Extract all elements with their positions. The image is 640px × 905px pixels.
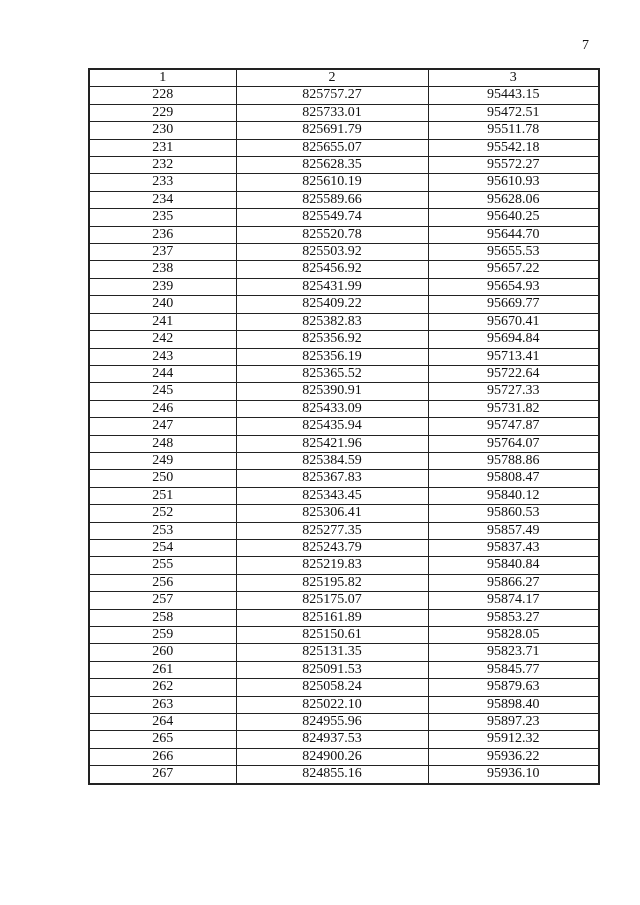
- x-coordinate-cell: 825733.01: [236, 104, 428, 121]
- x-coordinate-cell: 825131.35: [236, 644, 428, 661]
- point-number-cell: 248: [89, 435, 236, 452]
- table-row: [89, 522, 599, 539]
- table-row: [89, 452, 599, 469]
- y-coordinate-cell: 95610.93: [428, 174, 599, 191]
- column-header-3: 3: [428, 69, 599, 87]
- x-coordinate-cell: 825091.53: [236, 661, 428, 678]
- x-coordinate-cell: 825356.92: [236, 331, 428, 348]
- table-row: [89, 661, 599, 678]
- x-coordinate-cell: 825503.92: [236, 244, 428, 261]
- x-coordinate-cell: 825277.35: [236, 522, 428, 539]
- x-coordinate-cell: 825058.24: [236, 679, 428, 696]
- x-coordinate-cell: 825435.94: [236, 418, 428, 435]
- point-number-cell: 261: [89, 661, 236, 678]
- point-number-cell: 264: [89, 714, 236, 731]
- table-row: [89, 539, 599, 556]
- column-header-2: 2: [236, 69, 428, 87]
- table-header-row: [89, 69, 599, 87]
- point-number-cell: 234: [89, 191, 236, 208]
- point-number-cell: 230: [89, 122, 236, 139]
- y-coordinate-cell: 95472.51: [428, 104, 599, 121]
- x-coordinate-cell: 824900.26: [236, 748, 428, 765]
- y-coordinate-cell: 95640.25: [428, 209, 599, 226]
- y-coordinate-cell: 95670.41: [428, 313, 599, 330]
- y-coordinate-cell: 95694.84: [428, 331, 599, 348]
- y-coordinate-cell: 95713.41: [428, 348, 599, 365]
- table-row: [89, 122, 599, 139]
- x-coordinate-cell: 825549.74: [236, 209, 428, 226]
- table-row: [89, 331, 599, 348]
- table-row: [89, 244, 599, 261]
- point-number-cell: 256: [89, 574, 236, 591]
- x-coordinate-cell: 825365.52: [236, 365, 428, 382]
- x-coordinate-cell: 825691.79: [236, 122, 428, 139]
- y-coordinate-cell: 95845.77: [428, 661, 599, 678]
- table-row: [89, 226, 599, 243]
- y-coordinate-cell: 95857.49: [428, 522, 599, 539]
- x-coordinate-cell: 824855.16: [236, 766, 428, 784]
- table-row: [89, 679, 599, 696]
- y-coordinate-cell: 95853.27: [428, 609, 599, 626]
- coordinates-table: [88, 68, 600, 785]
- point-number-cell: 252: [89, 505, 236, 522]
- y-coordinate-cell: 95866.27: [428, 574, 599, 591]
- y-coordinate-cell: 95657.22: [428, 261, 599, 278]
- table-body: [89, 87, 599, 784]
- x-coordinate-cell: 825409.22: [236, 296, 428, 313]
- x-coordinate-cell: 825343.45: [236, 487, 428, 504]
- point-number-cell: 238: [89, 261, 236, 278]
- y-coordinate-cell: 95655.53: [428, 244, 599, 261]
- point-number-cell: 263: [89, 696, 236, 713]
- y-coordinate-cell: 95897.23: [428, 714, 599, 731]
- point-number-cell: 239: [89, 278, 236, 295]
- y-coordinate-cell: 95936.10: [428, 766, 599, 784]
- table-row: [89, 365, 599, 382]
- table-row: [89, 87, 599, 104]
- y-coordinate-cell: 95628.06: [428, 191, 599, 208]
- table-row: [89, 731, 599, 748]
- x-coordinate-cell: 825195.82: [236, 574, 428, 591]
- table-row: [89, 557, 599, 574]
- point-number-cell: 246: [89, 400, 236, 417]
- x-coordinate-cell: 825306.41: [236, 505, 428, 522]
- point-number-cell: 257: [89, 592, 236, 609]
- x-coordinate-cell: 825243.79: [236, 539, 428, 556]
- point-number-cell: 245: [89, 383, 236, 400]
- x-coordinate-cell: 825655.07: [236, 139, 428, 156]
- y-coordinate-cell: 95788.86: [428, 452, 599, 469]
- table-row: [89, 104, 599, 121]
- point-number-cell: 231: [89, 139, 236, 156]
- point-number-cell: 241: [89, 313, 236, 330]
- point-number-cell: 265: [89, 731, 236, 748]
- x-coordinate-cell: 825390.91: [236, 383, 428, 400]
- point-number-cell: 250: [89, 470, 236, 487]
- y-coordinate-cell: 95898.40: [428, 696, 599, 713]
- y-coordinate-cell: 95654.93: [428, 278, 599, 295]
- x-coordinate-cell: 824937.53: [236, 731, 428, 748]
- x-coordinate-cell: 825022.10: [236, 696, 428, 713]
- y-coordinate-cell: 95860.53: [428, 505, 599, 522]
- x-coordinate-cell: 825175.07: [236, 592, 428, 609]
- x-coordinate-cell: 825367.83: [236, 470, 428, 487]
- table-row: [89, 609, 599, 626]
- page-number: 7: [582, 38, 589, 53]
- y-coordinate-cell: 95840.12: [428, 487, 599, 504]
- table-row: [89, 191, 599, 208]
- x-coordinate-cell: 825757.27: [236, 87, 428, 104]
- x-coordinate-cell: 825628.35: [236, 157, 428, 174]
- point-number-cell: 255: [89, 557, 236, 574]
- table-row: [89, 487, 599, 504]
- table-row: [89, 348, 599, 365]
- point-number-cell: 249: [89, 452, 236, 469]
- table-row: [89, 627, 599, 644]
- point-number-cell: 236: [89, 226, 236, 243]
- x-coordinate-cell: 825456.92: [236, 261, 428, 278]
- y-coordinate-cell: 95443.15: [428, 87, 599, 104]
- point-number-cell: 240: [89, 296, 236, 313]
- y-coordinate-cell: 95727.33: [428, 383, 599, 400]
- table-row: [89, 574, 599, 591]
- x-coordinate-cell: 825161.89: [236, 609, 428, 626]
- point-number-cell: 244: [89, 365, 236, 382]
- table-row: [89, 313, 599, 330]
- x-coordinate-cell: 825433.09: [236, 400, 428, 417]
- y-coordinate-cell: 95808.47: [428, 470, 599, 487]
- y-coordinate-cell: 95644.70: [428, 226, 599, 243]
- y-coordinate-cell: 95874.17: [428, 592, 599, 609]
- y-coordinate-cell: 95572.27: [428, 157, 599, 174]
- table-row: [89, 209, 599, 226]
- x-coordinate-cell: 824955.96: [236, 714, 428, 731]
- table-row: [89, 383, 599, 400]
- point-number-cell: 229: [89, 104, 236, 121]
- y-coordinate-cell: 95511.78: [428, 122, 599, 139]
- point-number-cell: 258: [89, 609, 236, 626]
- y-coordinate-cell: 95828.05: [428, 627, 599, 644]
- y-coordinate-cell: 95823.71: [428, 644, 599, 661]
- point-number-cell: 242: [89, 331, 236, 348]
- y-coordinate-cell: 95936.22: [428, 748, 599, 765]
- y-coordinate-cell: 95764.07: [428, 435, 599, 452]
- table-row: [89, 296, 599, 313]
- point-number-cell: 232: [89, 157, 236, 174]
- point-number-cell: 262: [89, 679, 236, 696]
- x-coordinate-cell: 825356.19: [236, 348, 428, 365]
- point-number-cell: 237: [89, 244, 236, 261]
- x-coordinate-cell: 825431.99: [236, 278, 428, 295]
- x-coordinate-cell: 825610.19: [236, 174, 428, 191]
- table-row: [89, 592, 599, 609]
- y-coordinate-cell: 95912.32: [428, 731, 599, 748]
- table-row: [89, 714, 599, 731]
- point-number-cell: 247: [89, 418, 236, 435]
- table-row: [89, 505, 599, 522]
- x-coordinate-cell: 825219.83: [236, 557, 428, 574]
- table-row: [89, 139, 599, 156]
- table-row: [89, 157, 599, 174]
- table-row: [89, 278, 599, 295]
- y-coordinate-cell: 95731.82: [428, 400, 599, 417]
- point-number-cell: 228: [89, 87, 236, 104]
- column-header-1: 1: [89, 69, 236, 87]
- point-number-cell: 266: [89, 748, 236, 765]
- y-coordinate-cell: 95747.87: [428, 418, 599, 435]
- y-coordinate-cell: 95542.18: [428, 139, 599, 156]
- x-coordinate-cell: 825520.78: [236, 226, 428, 243]
- table-row: [89, 174, 599, 191]
- table-row: [89, 435, 599, 452]
- y-coordinate-cell: 95837.43: [428, 539, 599, 556]
- point-number-cell: 267: [89, 766, 236, 784]
- y-coordinate-cell: 95879.63: [428, 679, 599, 696]
- table-row: [89, 261, 599, 278]
- x-coordinate-cell: 825421.96: [236, 435, 428, 452]
- point-number-cell: 251: [89, 487, 236, 504]
- point-number-cell: 243: [89, 348, 236, 365]
- point-number-cell: 259: [89, 627, 236, 644]
- y-coordinate-cell: 95669.77: [428, 296, 599, 313]
- x-coordinate-cell: 825150.61: [236, 627, 428, 644]
- x-coordinate-cell: 825382.83: [236, 313, 428, 330]
- point-number-cell: 260: [89, 644, 236, 661]
- point-number-cell: 254: [89, 539, 236, 556]
- x-coordinate-cell: 825384.59: [236, 452, 428, 469]
- table-row: [89, 748, 599, 765]
- table-row: [89, 696, 599, 713]
- table-row: [89, 470, 599, 487]
- x-coordinate-cell: 825589.66: [236, 191, 428, 208]
- point-number-cell: 235: [89, 209, 236, 226]
- table-row: [89, 766, 599, 784]
- table-row: [89, 644, 599, 661]
- y-coordinate-cell: 95722.64: [428, 365, 599, 382]
- y-coordinate-cell: 95840.84: [428, 557, 599, 574]
- point-number-cell: 233: [89, 174, 236, 191]
- table-row: [89, 418, 599, 435]
- point-number-cell: 253: [89, 522, 236, 539]
- table-row: [89, 400, 599, 417]
